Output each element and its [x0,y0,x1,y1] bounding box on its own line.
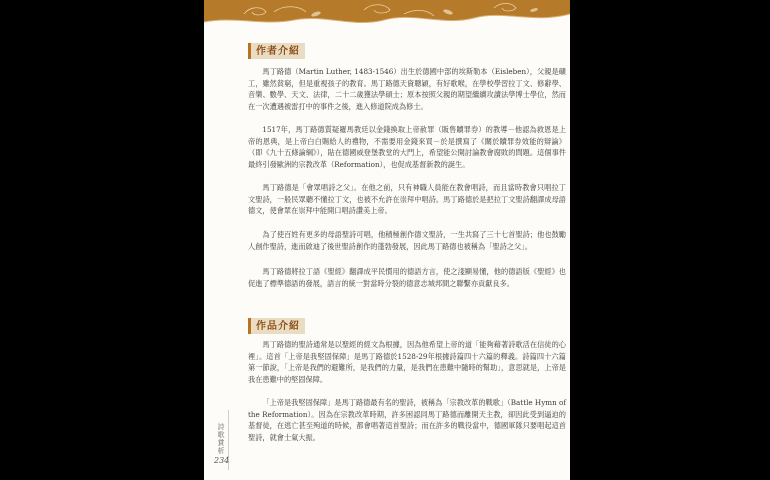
author-paragraph-2: 1517年，馬丁路德質疑羅馬教廷以金錢換取上帝赦罪（販售贖罪券）的教導－他認為救恩是上帝的恩典，是上帝白白賜給人的禮物，不需要用金錢來買－於是撰寫了《關於贖罪券效能的辯論》（即《九十五條論綱》），貼在德國威登堡教堂的大門上，希望能公開討論教會腐敗的問題。這個事件最終引發歐洲的宗教改革（Reformation），也促成基督新教的誕生。 [248,125,566,169]
author-paragraph-5: 馬丁路德將拉丁語《聖經》翻譯成平民慣用的德語方言，使之淺顯易懂，他的德語版《聖經》也促進了標準德語的發展，語言的統一對當時分裂的德意志城邦間之聯繫亦貢獻良多。 [248,267,566,288]
work-paragraph-1: 馬丁路德的聖詩通常是以聖經的經文為根據，因為他希望上帝的道「能夠藉著詩歌活在信徒的心裡」。這首「上帝是我堅固保障」是馬丁路德於1528-29年根據詩篇四十六篇的釋義。詩篇四十六篇第一節說，「上帝是我們的避難所，是我們的力量，是我們在患難中隨時的幫助」，意思就是，上帝是我在患難中的堅固保障。 [248,340,566,384]
work-section-title: 作品介紹 [248,318,305,334]
side-section-label: 詩歌賞析 [217,423,225,455]
author-section-title: 作者介紹 [248,43,305,59]
author-paragraph-3: 馬丁路德是「會眾唱詩之父」。在他之前，只有神職人員能在教會唱詩，而且當時教會只唱拉丁文聖詩，一般民眾聽不懂拉丁文，也被不允許在崇拜中唱詩。馬丁路德於是把拉丁文聖詩翻譯成母語德文，使會眾在崇拜中能開口唱詩讚美上帝。 [248,183,566,216]
work-paragraph-2: 「上帝是我堅固保障」是馬丁路德最有名的聖詩，被稱為「宗教改革的戰歌」（Battle Hymn of the Reformation）。因為在宗教改革時期，許多困認同馬丁路德而離開天主教，卻因此受到逼迫的基督徒，在逃亡甚至殉道的時候，都會唱著這首聖詩；而在許多的戰役當中，德國軍隊只要唱起這首聖詩，就會士氣大振。 [248,398,566,442]
author-paragraph-1: 馬丁路德（Martin Luther, 1483-1546）出生於德國中部的埃斯勒本（Eisleben），父親是礦工，雖然貧窮，但是重視孩子的教育。馬丁路德天資聰穎，有好歌喉，在學校學習拉丁文、修辭學、音樂、數學、天文、法律，二十二歲獲法學碩士；原本按照父親的期望繼續攻讀法學博士學位，然而在一次遭遇被雷打中的事件之後，進入修道院成為修士。 [248,67,566,111]
page-number: 234 [214,456,230,465]
decorative-banner [204,0,570,34]
author-paragraph-4: 為了使百姓有更多的母語聖詩可唱，他積極創作德文聖詩，一生共寫了三十七首聖詩；他也鼓勵人創作聖詩，進而啟迪了後世聖詩創作的蓬勃發展，因此馬丁路德也被稱為「聖詩之父」。 [248,230,566,251]
book-page [204,0,570,480]
